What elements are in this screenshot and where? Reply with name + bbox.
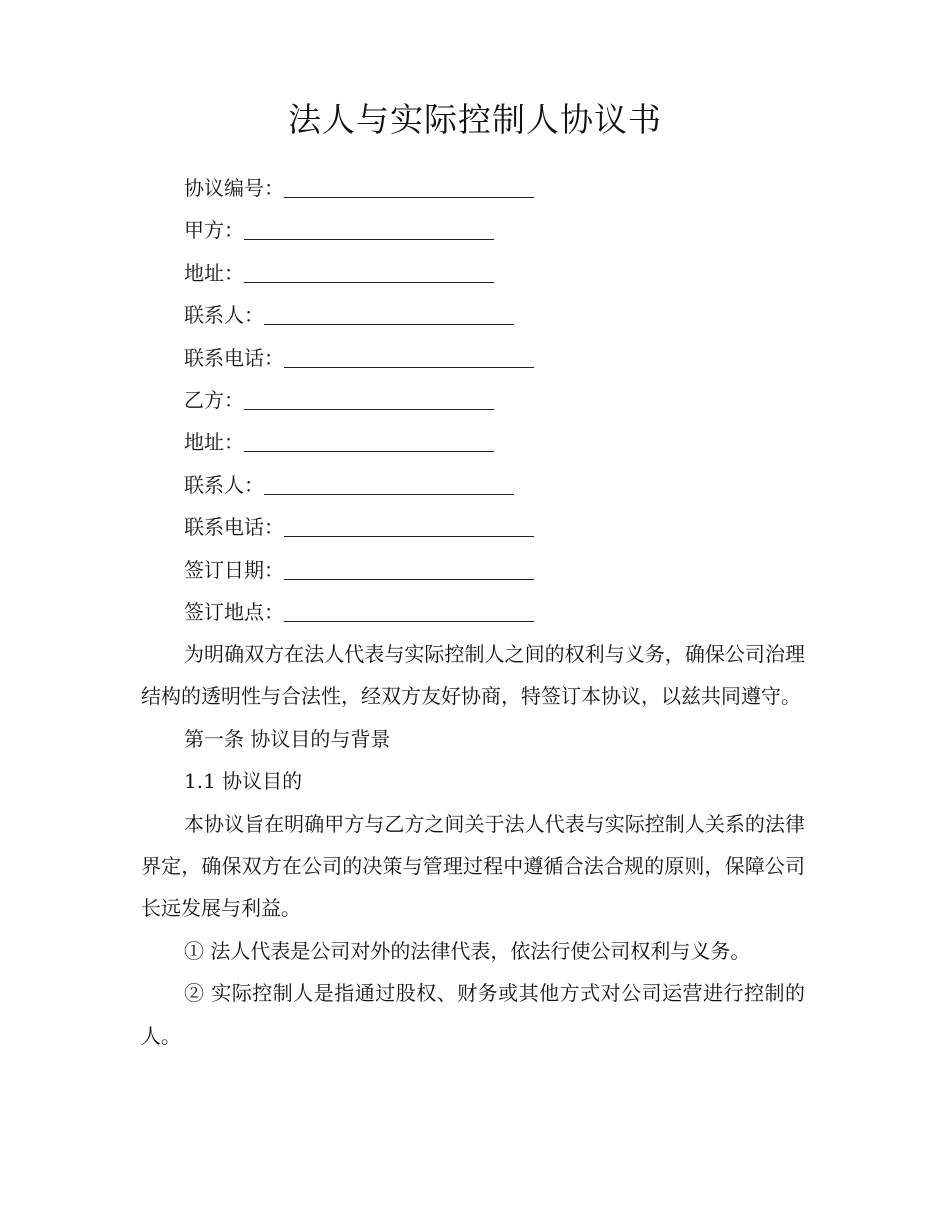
field-party-b-address	[184, 421, 824, 463]
fill-in-blank	[264, 294, 514, 325]
preamble-paragraph: 为明确双方在法人代表与实际控制人之间的权利与义务，确保公司治理结构的透明性与合法性，经双方友好协商，特签订本协议，以兹共同遵守。	[141, 642, 805, 709]
document-title: 法人与实际控制人协议书	[288, 100, 662, 139]
field-party-a	[184, 209, 824, 251]
body-paragraph: 本协议旨在明确甲方与乙方之间关于法人代表与实际控制人关系的法律界定，确保双方在公司的决策与管理过程中遵循合法合规的原则，保障公司长远发展与利益。	[141, 811, 805, 921]
field-label: 乙方：	[184, 387, 244, 412]
field-agreement-number	[184, 167, 824, 209]
list-item: ② 实际控制人是指通过股权、财务或其他方式对公司运营进行控制的人。	[141, 981, 805, 1048]
field-label: 联系人：	[184, 472, 264, 497]
fill-in-blank	[244, 252, 494, 283]
field-label: 联系人：	[184, 303, 264, 328]
field-label: 甲方：	[184, 218, 244, 243]
field-party-a-phone	[184, 337, 824, 379]
field-signing-place	[184, 591, 824, 633]
fill-in-blank	[284, 549, 534, 580]
field-label: 签订日期：	[184, 557, 284, 582]
article-heading: 第一条 协议目的与背景	[184, 726, 391, 751]
field-signing-date	[184, 549, 824, 591]
field-party-b-contact	[184, 464, 824, 506]
field-label: 协议编号：	[184, 176, 284, 200]
fill-in-blank	[264, 464, 514, 495]
section-heading: 1.1 协议目的	[184, 769, 303, 794]
field-label: 地址：	[184, 430, 244, 455]
field-label: 联系电话：	[184, 345, 284, 370]
field-party-a-address	[184, 252, 824, 294]
fill-in-blank	[244, 421, 494, 452]
fill-in-blank	[284, 506, 534, 537]
party-info-fields	[184, 167, 824, 633]
fill-in-blank	[284, 591, 534, 622]
fill-in-blank	[244, 209, 494, 240]
list-item: ① 法人代表是公司对外的法律代表，依法行使公司权利与义务。	[184, 938, 751, 963]
fill-in-blank	[284, 337, 534, 368]
field-label: 联系电话：	[184, 515, 284, 540]
fill-in-blank	[244, 379, 494, 410]
field-party-b-phone	[184, 506, 824, 548]
fill-in-blank	[284, 167, 534, 198]
field-label: 地址：	[184, 260, 244, 285]
field-label: 签订地点：	[184, 599, 284, 624]
agreement-body	[141, 633, 805, 1057]
field-party-a-contact	[184, 294, 824, 336]
field-party-b	[184, 379, 824, 421]
